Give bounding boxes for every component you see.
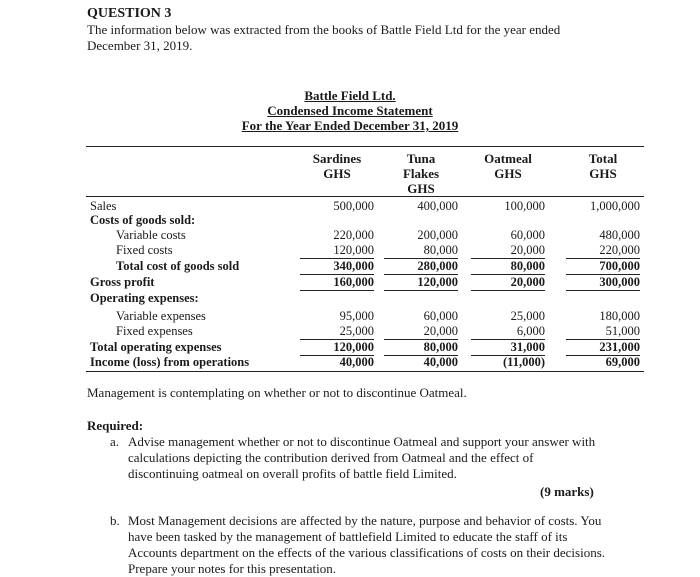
cell-sales-total: 1,000,000	[590, 199, 640, 213]
cell-totopex-total: 231,000	[566, 340, 640, 356]
cell-fixexp-sardines: 25,000	[300, 324, 374, 340]
cell-varcost-sardines: 220,000	[333, 228, 374, 242]
cell-varcost-total: 480,000	[599, 228, 640, 242]
cell-totcogs-oatmeal: 80,000	[471, 259, 545, 275]
cell-fixcost-sardines: 120,000	[300, 243, 374, 259]
part-a-line-2: calculations depicting the contribution derived from Oatmeal and the effect of	[128, 450, 534, 465]
question-title: QUESTION 3	[87, 6, 172, 21]
intro-line-2: December 31, 2019.	[87, 38, 193, 53]
part-b-line-4: Prepare your notes for this presentation.	[128, 561, 336, 576]
cell-totopex-tuna: 80,000	[384, 340, 458, 356]
part-b-text	[128, 513, 616, 577]
company-name: Battle Field Ltd.	[304, 88, 396, 103]
row-label-sales: Sales	[90, 199, 117, 213]
intro-text	[87, 22, 607, 54]
required-label: Required:	[87, 418, 144, 433]
cell-fixcost-total: 220,000	[566, 243, 640, 259]
cell-fixcost-tuna: 80,000	[384, 243, 458, 259]
cell-fixexp-oatmeal: 6,000	[471, 324, 545, 340]
cell-income-oatmeal: (11,000)	[502, 355, 545, 369]
part-b-line-1: Most Management decisions are affected by the nature, purpose and behavior of costs. You	[128, 513, 602, 528]
row-label-total-opex: Total operating expenses	[90, 340, 222, 354]
cell-varexp-tuna: 60,000	[423, 309, 458, 323]
cell-gp-total: 300,000	[566, 275, 640, 291]
cell-totcogs-total: 700,000	[566, 259, 640, 275]
part-a-line-3: discontinuing oatmeal on overall profits of battle field Limited.	[128, 466, 457, 481]
part-b-line-2: have been tasked by the management of battlefield Limited to educate the staff of its	[128, 529, 568, 544]
management-note: Management is contemplating on whether or not to discontinue Oatmeal.	[87, 385, 467, 400]
cell-sales-oatmeal: 100,000	[504, 199, 545, 213]
table-top-rule	[86, 146, 644, 147]
row-label-fixed-expenses: Fixed expenses	[116, 324, 193, 338]
cell-varexp-sardines: 95,000	[339, 309, 374, 323]
row-label-variable-costs: Variable costs	[116, 228, 186, 242]
row-label-opex-heading: Operating expenses:	[90, 291, 199, 305]
row-label-gross-profit: Gross profit	[90, 275, 155, 289]
cell-sales-sardines: 500,000	[333, 199, 374, 213]
intro-line-1: The information below was extracted from the books of Battle Field Ltd for the year ended	[87, 22, 561, 37]
cell-income-sardines: 40,000	[339, 355, 374, 369]
row-label-cogs-heading: Costs of goods sold:	[90, 213, 196, 227]
cell-fixcost-oatmeal: 20,000	[471, 243, 545, 259]
part-a-marks: (9 marks)	[540, 484, 594, 499]
row-label-variable-expenses: Variable expenses	[116, 309, 206, 323]
part-a-line-1: Advise management whether or not to discontinue Oatmeal and support your answer with	[128, 434, 596, 449]
part-b-line-3: Accounts department on the effects of the various classifications of costs on their decisions.	[128, 545, 606, 560]
part-a-marker: a.	[110, 434, 120, 449]
table-header-rule	[86, 196, 644, 197]
cell-fixexp-total: 51,000	[566, 324, 640, 340]
cell-varexp-oatmeal: 25,000	[510, 309, 545, 323]
cell-totopex-oatmeal: 31,000	[471, 340, 545, 356]
cell-gp-oatmeal: 20,000	[471, 275, 545, 291]
cell-income-total: 69,000	[605, 355, 640, 369]
cell-gp-sardines: 160,000	[300, 275, 374, 291]
statement-title: Condensed Income Statement	[267, 103, 433, 118]
part-a-text	[128, 434, 616, 482]
col-header-tuna-flakes: Tuna Flakes GHS	[402, 151, 440, 196]
cell-varcost-oatmeal: 60,000	[510, 228, 545, 242]
col-header-sardines: Sardines GHS	[312, 151, 362, 181]
cell-totcogs-sardines: 340,000	[300, 259, 374, 275]
cell-fixexp-tuna: 20,000	[384, 324, 458, 340]
cell-totopex-sardines: 120,000	[300, 340, 374, 356]
statement-period: For the Year Ended December 31, 2019	[241, 118, 459, 133]
cell-gp-tuna: 120,000	[384, 275, 458, 291]
row-label-income-from-operations: Income (loss) from operations	[90, 355, 250, 369]
cell-income-tuna: 40,000	[423, 355, 458, 369]
cell-varcost-tuna: 200,000	[417, 228, 458, 242]
col-header-total: Total GHS	[588, 151, 618, 181]
part-b-marker: b.	[110, 513, 120, 528]
cell-varexp-total: 180,000	[599, 309, 640, 323]
row-label-total-cogs: Total cost of goods sold	[116, 259, 240, 273]
row-label-fixed-costs: Fixed costs	[116, 243, 173, 257]
cell-sales-tuna: 400,000	[417, 199, 458, 213]
cell-totcogs-tuna: 280,000	[384, 259, 458, 275]
table-bottom-rule	[86, 371, 644, 372]
col-header-oatmeal: Oatmeal GHS	[484, 151, 532, 181]
